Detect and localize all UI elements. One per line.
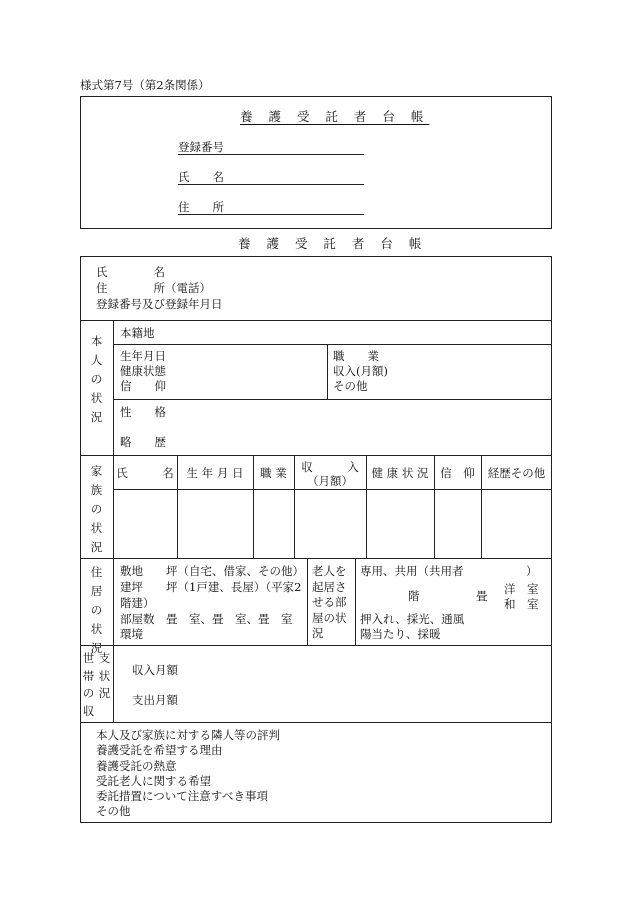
household-side-label-a: 世 帯 の 収 [82, 651, 95, 718]
housing-western: 洋 室 [504, 582, 539, 596]
family-header-faith: 信 仰 [440, 466, 475, 480]
family-side-label: 家 族 の 状 況 [90, 464, 103, 554]
cover-address-line [178, 214, 364, 215]
bottom-notes [96, 728, 280, 820]
note-line: 養護受託の熱意 [96, 758, 177, 773]
cover-address-label: 住 所 [178, 200, 224, 214]
cover-registration-label: 登録番号 [178, 140, 224, 154]
divider [113, 489, 552, 490]
other-label: その他 [333, 379, 368, 393]
note-line: 本人及び家族に対する隣人等の評判 [96, 728, 280, 742]
ledger-title: 養 護 受 託 者 台 帳 [238, 236, 428, 251]
divider [113, 399, 552, 400]
note-line: 受託老人に関する希望 [96, 773, 211, 788]
divider [80, 320, 552, 321]
housing-building: 建坪 坪（1戸建、長屋）（平家2 [120, 580, 302, 594]
faith-label: 信 仰 [120, 379, 166, 393]
family-header-job: 職 業 [260, 466, 287, 480]
family-header-history: 経歴その他 [487, 466, 546, 480]
housing-rooms: 部屋数 畳 室、畳 室、畳 室 [120, 612, 293, 626]
income-label: 収入(月額) [333, 364, 388, 378]
birth-label: 生年月日 [120, 349, 166, 363]
divider [355, 558, 356, 645]
housing-environment: 環境 [120, 627, 143, 641]
housing-site: 敷地 坪（自宅、借家、その他） [120, 564, 304, 578]
family-header-income: 収 入 [301, 460, 359, 474]
cover-name-line [178, 184, 364, 185]
divider [307, 558, 308, 645]
divider [113, 645, 114, 722]
cover-name-label: 氏 名 [178, 170, 224, 184]
top-registration-label: 登録番号及び登録年月日 [96, 297, 223, 311]
housing-shared: 専用、共用（共用者 [360, 564, 464, 578]
housing-japanese: 和 室 [504, 597, 539, 611]
family-header-income-sub: （月額） [307, 474, 353, 488]
honin-side-label: 本 人 の 状 況 [90, 334, 103, 424]
note-line: 委託措置について注意すべき事項 [96, 789, 269, 804]
elder-room-label: 老人を 起居さ せる部 屋の状 況 [312, 564, 347, 641]
character-label: 性 格 [120, 405, 166, 419]
family-header-health: 健 康 状 況 [371, 466, 429, 480]
family-header-name: 氏 名 [116, 466, 174, 480]
household-side-label-b: 支 状 況 [98, 651, 111, 700]
housing-floors: 階建） [120, 596, 155, 610]
cover-registration-line [178, 154, 364, 155]
divider [113, 558, 114, 645]
divider [327, 344, 328, 399]
expense-monthly-label: 支出月額 [132, 693, 178, 707]
honseki-label: 本籍地 [120, 326, 155, 340]
divider [80, 645, 552, 646]
family-header-birth: 生 年 月 日 [186, 466, 244, 480]
history-label: 略 歴 [120, 435, 166, 449]
health-label: 健康状態 [120, 364, 166, 378]
housing-floor: 階 [408, 589, 420, 603]
housing-sunlight: 陽当たり、採暖 [360, 627, 441, 641]
cover-title: 養 護 受 託 者 台 帳 [240, 109, 430, 124]
divider [113, 320, 114, 455]
note-line: 養護受託を希望する理由 [96, 743, 223, 758]
housing-storage: 押入れ、採光、通風 [360, 612, 465, 626]
top-name-label: 氏 名 [96, 265, 165, 279]
divider [80, 722, 552, 723]
housing-shared-close: ） [526, 564, 538, 578]
housing-side-label: 住 居 の 状 況 [90, 565, 103, 655]
note-line: その他 [96, 804, 131, 819]
job-label: 職 業 [333, 349, 379, 363]
divider [80, 558, 552, 559]
divider [113, 344, 552, 345]
housing-tatami: 畳 [476, 589, 488, 603]
form-number: 様式第7号（第2条関係） [80, 78, 210, 92]
income-monthly-label: 収入月額 [132, 663, 178, 677]
top-address-label: 住 所（電話） [96, 281, 211, 295]
